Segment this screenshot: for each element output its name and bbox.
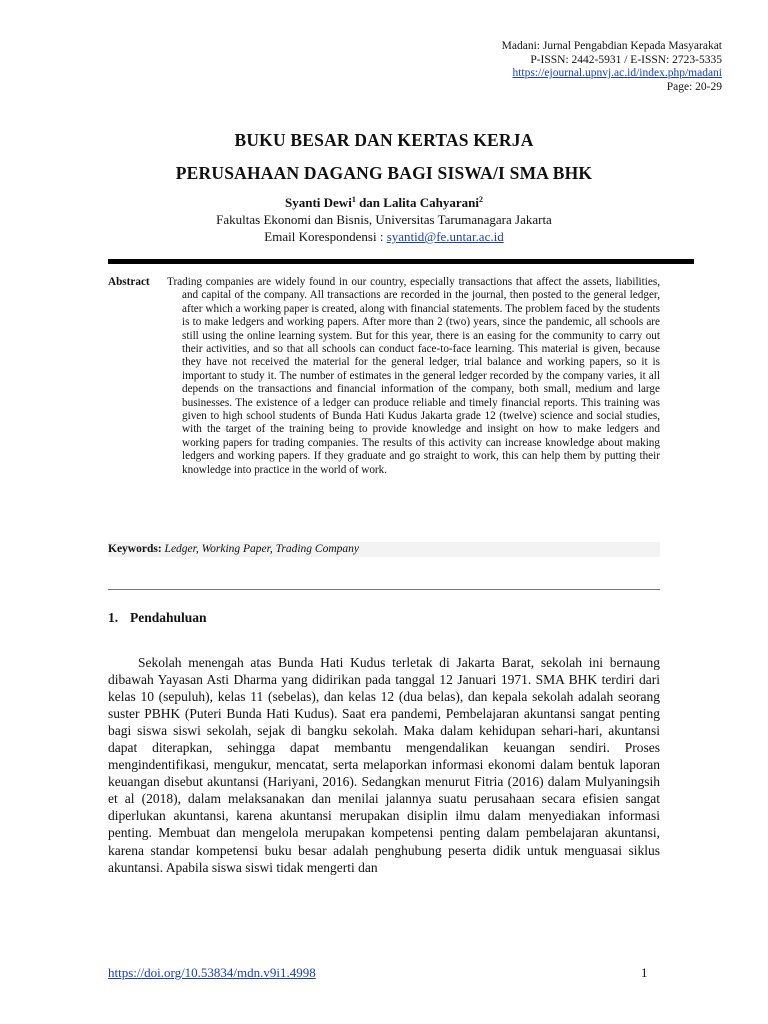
author-connector: dan (355, 195, 384, 210)
author-names (0, 194, 768, 211)
article-title-line-1: BUKU BESAR DAN KERTAS KERJA (234, 130, 534, 150)
keywords-label: Keywords: (108, 543, 162, 555)
journal-header (362, 40, 722, 94)
section-title: Pendahuluan (130, 610, 207, 625)
intro-paragraph: Sekolah menengah atas Bunda Hati Kudus terletak di Jakarta Barat, sekolah ini bernaung dibawah Yayasan Asti Dharma yang didirikan pada tanggal 12 Januari 1971. SMA BHK terdiri dari kelas 10 (sepuluh), kelas 11 (sebelas), dan kelas 12 (dua belas), dan kepala sekolah adalah seorang suster PBHK (Puteri Bunda Hati Kudus). Saat era pandemi, Pembelajaran akuntansi sangat penting bagi siswa siswi sekolah, sejak di bangku sekolah. Maka dalam kehidupan sehari-hari, akuntansi dapat diterapkan, sehingga dapat membantu mengendalikan keuangan sendiri. Proses mengindentifikasi, mengukur, mencatat, serta melaporkan informasi ekonomi dalam bentuk laporan keuangan disebut akuntansi (Hariyani, 2016). Sedangkan menurut Fitria (2016) dalam Mulyaningsih et al (2018), dalam melaksanakan dan menilai jalannya suatu perusahaan secara efisien sangat diperlukan akuntansi, karena akuntansi merupakan disiplin ilmu dalam menyediakan informasi penting. Membuat dan mengelola merupakan kompetensi penting dalam pembelajaran akuntansi, karena standar kompetensi buku besar adalah penghubung peserta didik untuk menguasai siklus akuntansi. Apabila siswa siswi tidak mengerti dan (108, 655, 660, 875)
page-number: 1 (641, 965, 648, 980)
author-1-affiliation-mark: 1 (351, 195, 356, 204)
journal-url-link[interactable]: https://ejournal.upnvj.ac.id/index.php/madani (512, 67, 722, 79)
email-link[interactable]: syantid@fe.untar.ac.id (386, 229, 504, 244)
author-1: Syanti Dewi (285, 195, 352, 210)
section-heading (108, 610, 207, 626)
doi-link[interactable]: https://doi.org/10.53834/mdn.v9i1.4998 (108, 965, 316, 980)
author-2-affiliation-mark: 2 (479, 195, 483, 204)
abstract-text: Trading companies are widely found in our country, especially transactions that affect the assets, liabilities, and capital of the company. All transactions are recorded in the journal, then posted to the general ledger, after which a working paper is created, along with financial statements. The problem faced by the students is to make ledgers and working papers. After more than 2 (two) years, since the pandemic, all schools are still using the online learning system. But for this year, there is an easing for the community to carry out their activities, and so that all schools can conduct face-to-face learning. This material is given, because they have not received the material for the general ledger, trial balance and working papers, so it is important to study it. The number of estimates in the general ledger recorded by the company varies, it all depends on the transactions and financial information of the company, both small, medium and large businesses. The existence of a ledger can produce reliable and timely financial reports. This training was given to high school students of Bunda Hati Kudus Jakarta grade 12 (twelve) science and social studies, with the target of the training being to provide knowledge and insight on how to make ledgers and working papers for trading companies. The results of this activity can increase knowledge about making ledgers and working papers. If they graduate and go straight to work, this can help them by putting their knowledge into practice in the world of work. (167, 276, 660, 476)
journal-pages: Page: 20-29 (666, 80, 722, 93)
correspondence (0, 228, 768, 245)
header-divider (108, 259, 694, 264)
journal-name: Madani: Jurnal Pengabdian Kepada Masyarakat (501, 40, 722, 52)
article-title-line-2: PERUSAHAAN DAGANG BAGI SISWA/I SMA BHK (175, 163, 593, 183)
section-number: 1. (108, 610, 119, 625)
journal-issn: P-ISSN: 2442-5931 / E-ISSN: 2723-5335 (530, 53, 722, 66)
author-block (0, 194, 768, 245)
keywords-line (108, 542, 660, 557)
affiliation: Fakultas Ekonomi dan Bisnis, Universitas Tarumanagara Jakarta (216, 212, 552, 227)
email-label: Email Korespondensi : (264, 229, 387, 244)
author-2: Lalita Cahyarani (383, 195, 479, 210)
keywords-value: Ledger, Working Paper, Trading Company (161, 543, 359, 555)
abstract-label: Abstract (108, 276, 150, 288)
section-divider (108, 589, 660, 590)
abstract-block (108, 276, 660, 477)
